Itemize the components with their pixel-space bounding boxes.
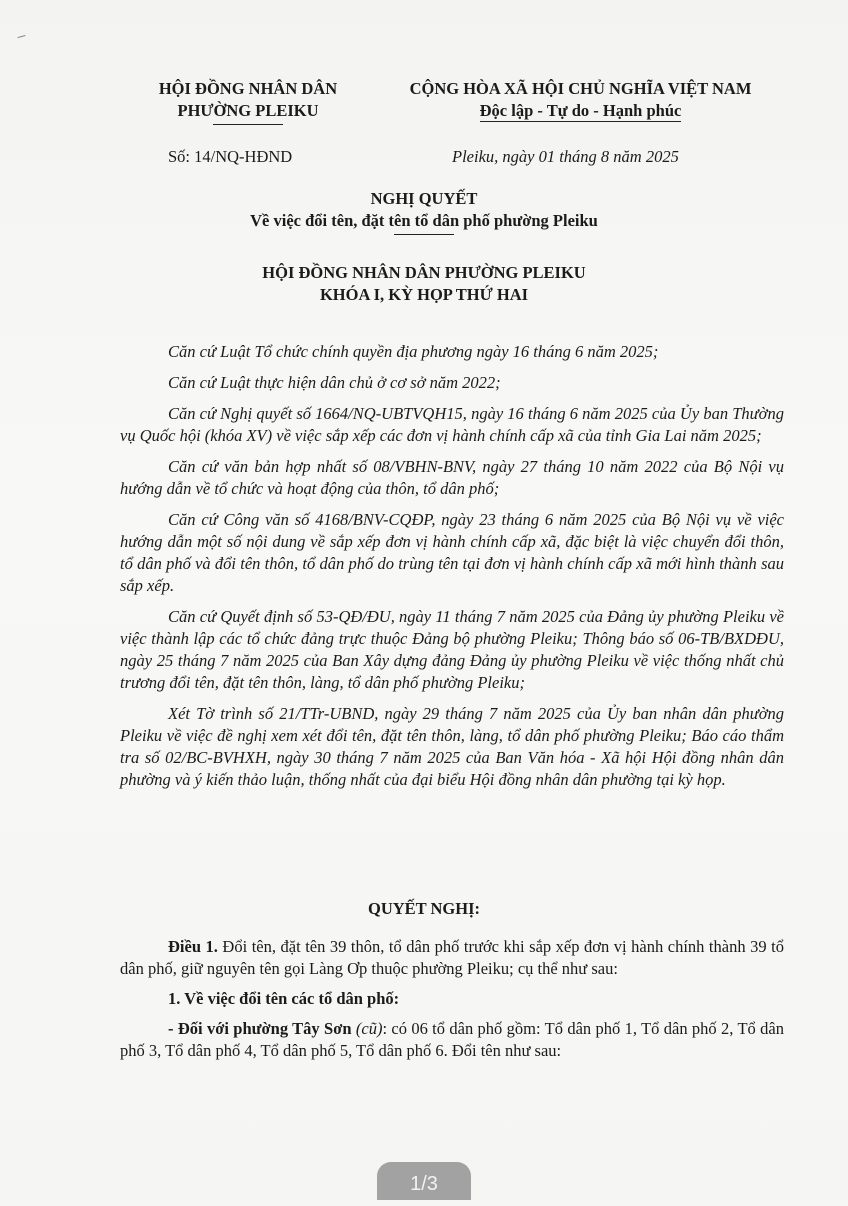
bullet-tay-son-text: : có 06 tổ dân phố gồm: Tổ dân phố 1, Tổ dân phố 2, Tổ dân phố 3, Tổ dân phố 4, Tổ dân phố 5, Tổ dân phố 6. Đổi tên như sau:	[120, 1019, 784, 1060]
article-1-label: Điều 1.	[168, 937, 218, 956]
decision-heading: QUYẾT NGHỊ:	[367, 899, 480, 918]
national-header	[378, 78, 783, 122]
issuer-block	[0, 262, 848, 306]
decision-body	[120, 936, 784, 1062]
legal-basis-5: Căn cứ Công văn số 4168/BNV-CQĐP, ngày 23 tháng 6 năm 2025 của Bộ Nội vụ về việc hướng dẫn một số nội dung về sắp xếp đơn vị hành chính cấp xã, đặc biệt là việc chuyển đổi thôn, tổ dân phố và đổi tên thôn, tổ dân phố do trùng tên tại đơn vị hành chính cấp xã mới hình thành sau sắp xếp.	[120, 510, 784, 595]
title-underline	[394, 234, 454, 235]
legal-bases	[120, 341, 784, 791]
bullet-tay-son-old: (cũ)	[351, 1019, 383, 1038]
legal-basis-7: Xét Tờ trình số 21/TTr-UBND, ngày 29 tháng 7 năm 2025 của Ủy ban nhân dân phường Pleiku về việc đề nghị xem xét đổi tên, đặt tên thôn, làng, tổ dân phố phường Pleiku; Báo cáo thẩm tra số 02/BC-BVHXH, ngày 30 tháng 7 năm 2025 của Ban Văn hóa - Xã hội Hội đồng nhân dân phường và ý kiến thảo luận, thống nhất của đại biểu Hội đồng nhân dân phường tại kỳ họp.	[120, 704, 784, 789]
document-subject: Về việc đổi tên, đặt tên tổ dân phố phường Pleiku	[250, 211, 598, 230]
issuing-body	[128, 78, 368, 125]
issuer-line1: HỘI ĐỒNG NHÂN DÂN PHƯỜNG PLEIKU	[262, 263, 586, 282]
article-1-text: Đổi tên, đặt tên 39 thôn, tổ dân phố trước khi sắp xếp đơn vị hành chính thành 39 tổ dân phố, giữ nguyên tên gọi Làng Ơp thuộc phường Pleiku; cụ thể như sau:	[120, 937, 784, 978]
bullet-tay-son-lead: - Đối với phường Tây Sơn	[168, 1019, 352, 1038]
document-title	[0, 188, 848, 235]
legal-basis-6: Căn cứ Quyết định số 53-QĐ/ĐU, ngày 11 tháng 7 năm 2025 của Đảng ủy phường Pleiku về việc thành lập các tổ chức đảng trực thuộc Đảng bộ phường Pleiku; Thông báo số 06-TB/BXDĐU, ngày 25 tháng 7 năm 2025 của Ban Xây dựng đảng Đảng ủy phường Pleiku về việc thống nhất chủ trương đổi tên, đặt tên thôn, làng, tổ dân phố phường Pleiku;	[120, 607, 784, 692]
section-1-heading: 1. Về việc đổi tên các tổ dân phố:	[168, 989, 400, 1008]
page-indicator[interactable]: 1/3	[377, 1162, 471, 1200]
national-motto	[378, 100, 783, 122]
national-motto-text: Độc lập - Tự do - Hạnh phúc	[479, 101, 682, 120]
nation-name: CỘNG HÒA XÃ HỘI CHỦ NGHĨA VIỆT NAM	[409, 79, 752, 98]
issuer-line2: KHÓA I, KỲ HỌP THỨ HAI	[319, 285, 529, 304]
legal-basis-4: Căn cứ văn bản hợp nhất số 08/VBHN-BNV, ngày 27 tháng 10 năm 2022 của Bộ Nội vụ hướng dẫn về tổ chức và hoạt động của thôn, tổ dân phố;	[120, 457, 784, 498]
scan-artifact	[17, 35, 26, 42]
place-date: Pleiku, ngày 01 tháng 8 năm 2025	[452, 147, 679, 166]
bullet-tay-son	[120, 1018, 784, 1062]
legal-basis-3: Căn cứ Nghị quyết số 1664/NQ-UBTVQH15, ngày 16 tháng 6 năm 2025 của Ủy ban Thường vụ Quốc hội (khóa XV) về việc sắp xếp các đơn vị hành chính cấp xã của tỉnh Gia Lai năm 2025;	[120, 404, 784, 445]
article-1	[120, 936, 784, 980]
legal-basis-2: Căn cứ Luật thực hiện dân chủ ở cơ sở năm 2022;	[168, 373, 501, 392]
document-number: Số: 14/NQ-HĐND	[168, 147, 293, 166]
issuing-body-underline	[213, 124, 283, 125]
issuing-body-line2: PHƯỜNG PLEIKU	[177, 101, 319, 120]
legal-basis-1: Căn cứ Luật Tổ chức chính quyền địa phương ngày 16 tháng 6 năm 2025;	[168, 342, 659, 361]
issuing-body-line1: HỘI ĐỒNG NHÂN DÂN	[158, 79, 338, 98]
document-type: NGHỊ QUYẾT	[370, 189, 478, 208]
